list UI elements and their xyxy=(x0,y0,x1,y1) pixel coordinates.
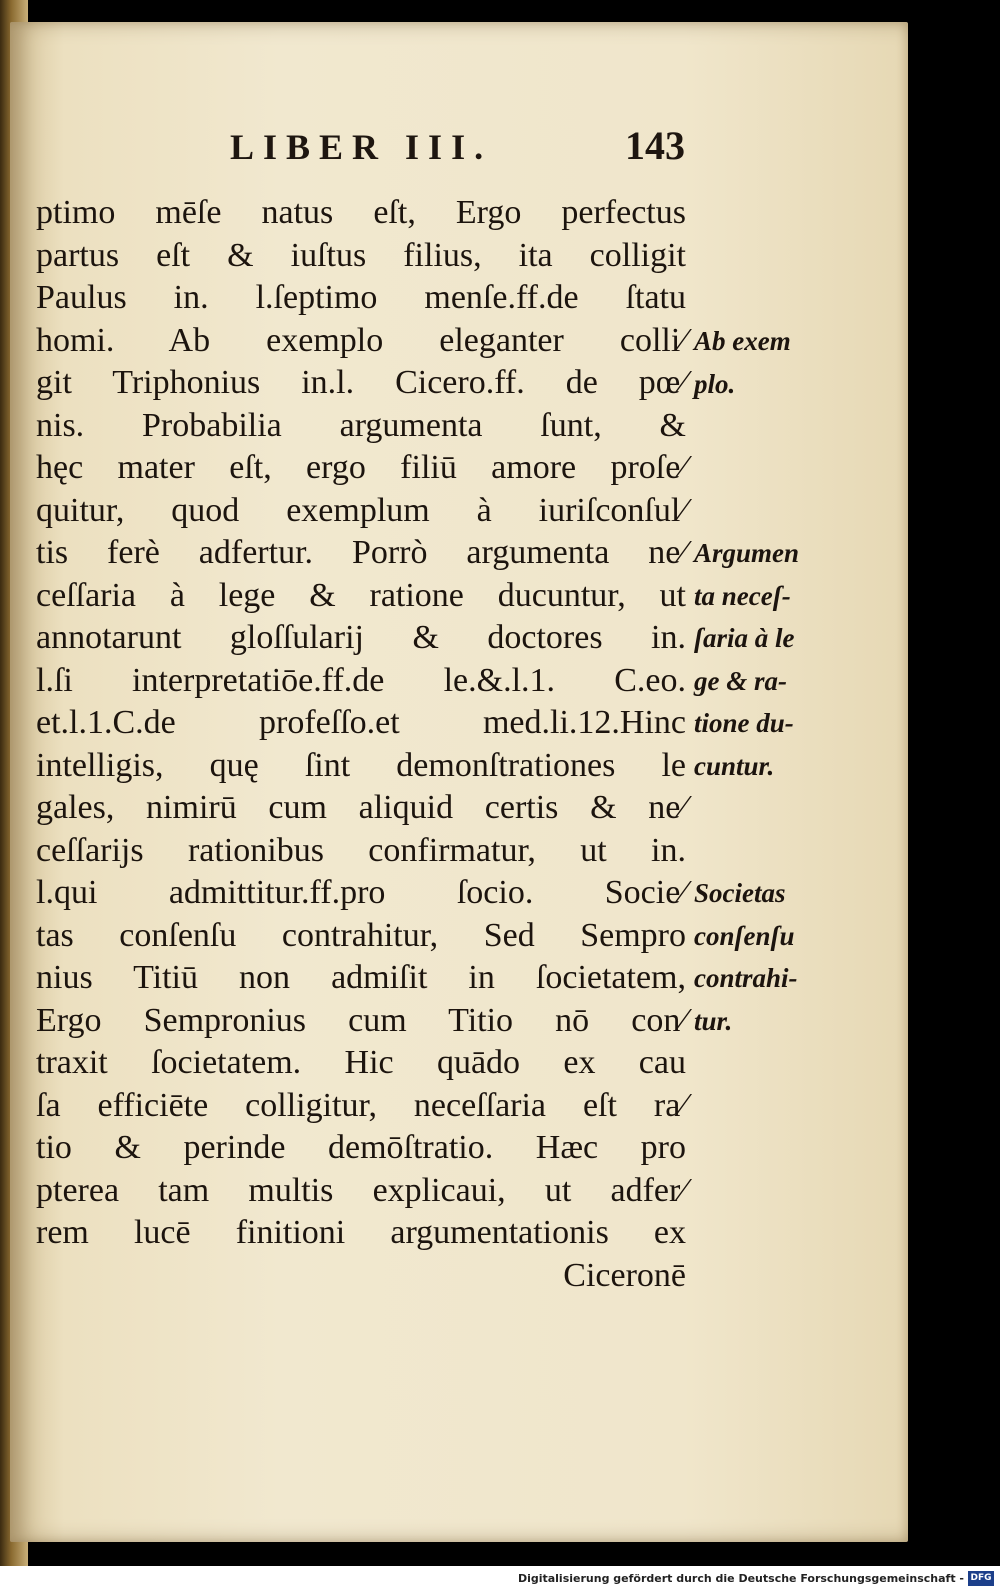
text-line: nis. Probabilia argumenta ſunt, & xyxy=(36,406,686,444)
margin-note-line: Argumen xyxy=(694,538,800,568)
digitization-footer xyxy=(0,1566,1000,1594)
text-line: ſa efficiēte colligitur, neceſſaria eſt ra⁄ xyxy=(36,1086,686,1124)
margin-note-line: ſaria à le xyxy=(694,623,795,653)
text-line: tas conſenſu contrahitur, Sed Sempro xyxy=(36,916,686,954)
running-head: LIBER III. xyxy=(230,127,493,167)
text-line: Paulus in. l.ſeptimo menſe.ff.de ſtatu xyxy=(36,279,686,316)
text-line: hęc mater eſt, ergo filiū amore proſe⁄ xyxy=(36,449,686,486)
text-line: l.ſi interpretatiōe.ff.de le.&.l.1. C.eo. xyxy=(36,661,686,699)
text-line: ptimo mēſe natus eſt, Ergo perfectus xyxy=(36,194,686,231)
margin-note-argumenta xyxy=(694,532,844,787)
text-line: nius Titiū non admiſit in ſocietatem, xyxy=(36,959,686,996)
text-line: Ergo Sempronius cum Titio nō con⁄ xyxy=(36,1001,686,1039)
margin-note-line: contrahi- xyxy=(694,963,798,993)
text-line: l.qui admittitur.ff.pro ſocio. Socie⁄ xyxy=(36,874,686,911)
text-line: partus eſt & iuſtus filius, ita colligit xyxy=(36,236,686,274)
text-line: traxit ſocietatem. Hic quādo ex cau xyxy=(36,1044,686,1081)
book-page xyxy=(10,22,908,1542)
margin-note-line: tur. xyxy=(694,1005,733,1036)
margin-note-line: conſenſu xyxy=(694,920,795,951)
text-line: intelligis, quę ſint demonſtrationes le xyxy=(36,746,686,784)
text-line: git Triphonius in.l. Cicero.ff. de pœ⁄ xyxy=(36,364,686,401)
margin-note-line: tione du- xyxy=(694,708,794,738)
text-line: ceſſarijs rationibus confirmatur, ut in. xyxy=(36,831,686,869)
margin-note-line: plo. xyxy=(694,368,736,399)
margin-note-line: Ab exem xyxy=(694,326,791,356)
page-number: 143 xyxy=(625,123,685,168)
digitization-credit: Digitalisierung gefördert durch die Deutsche Forschungsgemeinschaft - xyxy=(517,1572,964,1585)
text-line: tio & perinde demōſtratio. Hæc pro xyxy=(36,1129,686,1166)
catchword: Ciceronē xyxy=(563,1256,686,1294)
body-text xyxy=(36,192,686,1297)
text-line: pterea tam multis explicaui, ut adfer⁄ xyxy=(36,1171,686,1209)
margin-note-exemplo xyxy=(694,320,844,405)
text-line: annotarunt gloſſularij & doctores in. xyxy=(36,619,686,656)
text-line: quitur, quod exemplum à iuriſconſul⁄ xyxy=(36,491,686,529)
text-line: ceſſaria à lege & ratione ducuntur, ut xyxy=(36,576,686,614)
margin-note-line: ge & ra- xyxy=(694,665,787,696)
margin-note-line: ta neceſ- xyxy=(694,580,791,611)
text-line: gales, nimirū cum aliquid certis & ne⁄ xyxy=(36,789,686,826)
text-line: et.l.1.C.de profeſſo.et med.li.12.Hinc xyxy=(36,704,686,741)
dfg-logo: DFG xyxy=(968,1571,994,1586)
text-line: homi. Ab exemplo eleganter colli⁄ xyxy=(36,321,686,359)
page-header xyxy=(10,120,908,176)
margin-note-line: Societas xyxy=(694,878,786,908)
margin-note-societas xyxy=(694,872,844,1042)
text-line: tis ferè adfertur. Porrò argumenta ne⁄ xyxy=(36,534,686,571)
text-line: rem lucē finitioni argumentationis ex xyxy=(36,1214,686,1251)
margin-note-line: cuntur. xyxy=(694,750,775,781)
